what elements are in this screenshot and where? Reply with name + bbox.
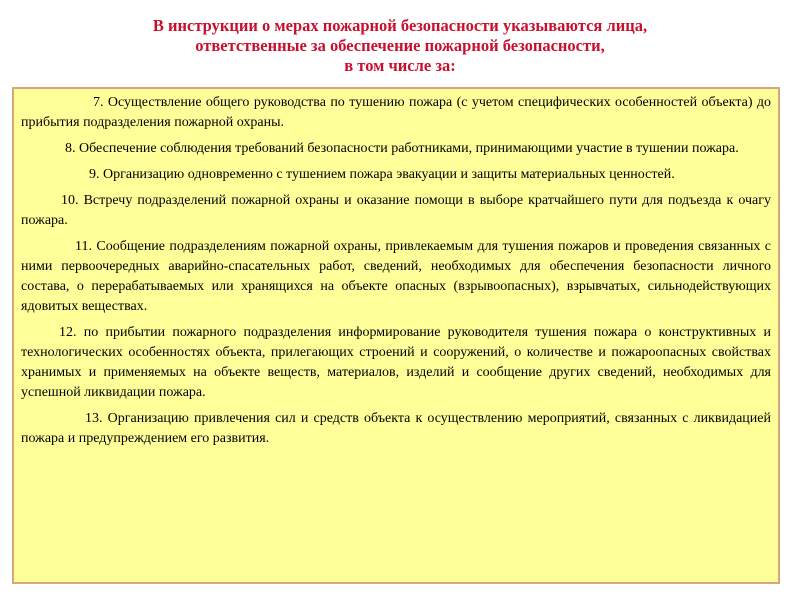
slide-title-line-2: ответственные за обеспечение пожарной безопасности, (195, 36, 605, 55)
item-13: 13. Организацию привлечения сил и средств объекта к осуществлению мероприятий, связанных с ликвидацией пожара и предупреждением его развития. (21, 411, 771, 446)
item-10: 10. Встречу подразделений пожарной охраны и оказание помощи в выборе кратчайшего пути для подъезда к очагу пожара. (21, 193, 771, 228)
item-12: 12. по прибытии пожарного подразделения информирование руководителя тушения пожара о конструктивных и технологических особенностях объекта, прилегающих строений и сооружений, о количестве и пожароопасных свойствах хранимых и применяемых на объекте веществ, материалов, изделий и сообщение других сведений, необходимых для успешной ликвидации пожара. (21, 325, 771, 400)
item-11: 11. Сообщение подразделениям пожарной охраны, привлекаемым для тушения пожаров и проведения связанных с ними первоочередных аварийно-спасательных работ, сведений, необходимых для обеспечения безопасности личного состава, о перерабатываемых или хранящихся на объекте опасных (взрывоопасных), взрывчатых, сильнодействующих ядовитых веществах. (21, 239, 771, 314)
item-7: 7. Осуществление общего руководства по тушению пожара (с учетом специфических особенностей объекта) до прибытия подразделения пожарной охраны. (21, 95, 771, 130)
content-panel (12, 87, 780, 584)
item-8: 8. Обеспечение соблюдения требований безопасности работниками, принимающими участие в тушении пожара. (65, 141, 739, 156)
item-9: 9. Организацию одновременно с тушением пожара эвакуации и защиты материальных ценностей. (89, 167, 675, 182)
slide-title (40, 16, 760, 76)
slide-title-line-1: В инструкции о мерах пожарной безопасности указываются лица, (152, 16, 648, 35)
slide-title-line-3: в том числе за: (344, 56, 456, 75)
